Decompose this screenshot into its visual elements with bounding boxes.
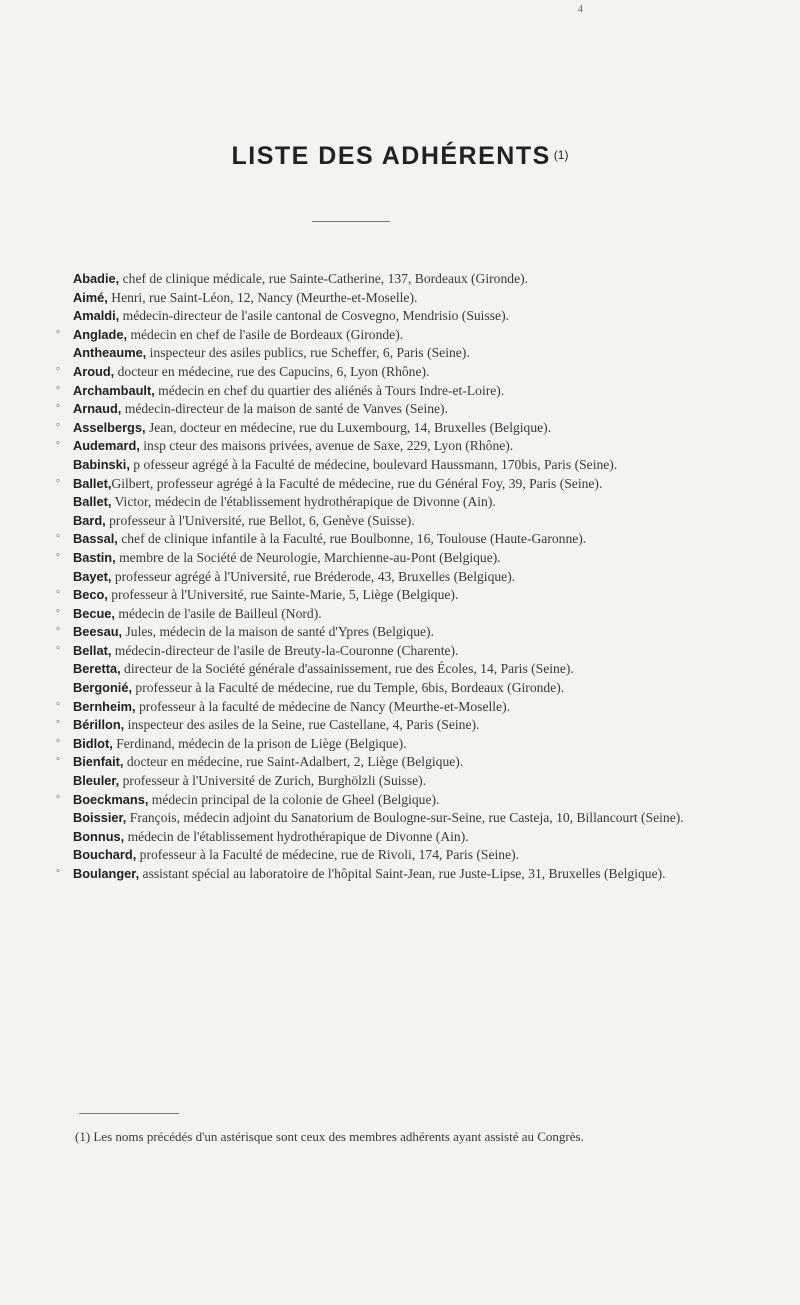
attendee-marker-icon: ° (56, 626, 60, 638)
member-description: chef de clinique médicale, rue Sainte-Catherine, 137, Bordeaux (Gironde). (119, 271, 529, 286)
member-description: inspecteur des asiles de la Seine, rue Castellane, 4, Paris (Seine). (124, 717, 480, 733)
member-entry (73, 344, 703, 363)
member-description: Jules, médecin de la maison de santé d'Ypres (Belgique). (122, 624, 434, 640)
member-description: médecin en chef du quartier des aliénés à Tours Indre-et-Loire). (154, 382, 505, 398)
member-entry (56, 363, 703, 382)
member-description: insp cteur des maisons privées, avenue de Saxe, 229, Lyon (Rhône). (139, 438, 514, 454)
member-entry (56, 791, 703, 810)
member-description: médecin de l'asile de Bailleul (Nord). (114, 605, 322, 621)
member-entry (73, 809, 703, 828)
member-entry (73, 568, 703, 587)
member-name: Bienfait, (73, 754, 124, 770)
member-name: Bouchard, (73, 847, 137, 863)
member-description: médecin de l'établissement hydrothérapique de Divonne (Ain). (124, 828, 469, 844)
member-entry (73, 512, 703, 531)
member-entry (56, 530, 703, 549)
member-description: professeur à l'Université, rue Bellot, 6, Genève (Suisse). (105, 512, 415, 528)
member-description: Victor, médecin de l'établissement hydrothérapique de Divonne (Ain). (111, 494, 496, 510)
member-name: Babinski, (73, 456, 130, 472)
member-name: Anglade, (73, 326, 128, 342)
member-entry (56, 382, 703, 401)
member-description: membre de la Société de Neurologie, Marchienne-au-Pont (Belgique). (115, 549, 501, 565)
attendee-marker-icon: ° (56, 589, 60, 601)
attendee-marker-icon: ° (56, 868, 60, 879)
member-description: docteur en médecine, rue Saint-Adalbert, 2, Liège (Belgique). (123, 754, 464, 770)
member-name: Asselbergs, (73, 419, 146, 435)
member-entry (56, 753, 703, 772)
attendee-marker-icon: ° (56, 403, 60, 415)
member-name: Bernheim, (73, 698, 136, 714)
member-description: assistant spécial au laboratoire de l'hôpital Saint-Jean, rue Juste-Lipse, 31, Bruxelles (Belgique). (139, 866, 666, 881)
member-entry (56, 698, 703, 717)
attendee-marker-icon: ° (56, 440, 60, 452)
member-description: p ofesseur agrégé à la Faculté de médecine, boulevard Haussmann, 170bis, Paris (Seine). (129, 456, 618, 472)
member-description: professeur agrégé à l'Université, rue Bréderode, 43, Bruxelles (Belgique). (111, 568, 516, 584)
member-description: professeur à l'Université, rue Sainte-Marie, 5, Liège (Belgique). (107, 587, 459, 603)
member-entry (56, 623, 703, 642)
member-name: Aroud, (73, 363, 115, 379)
member-entry (73, 493, 703, 512)
member-entry (73, 828, 703, 847)
member-name: Beco, (73, 587, 108, 603)
member-entry (56, 605, 703, 624)
member-entry (73, 307, 703, 326)
member-name: Boissier, (73, 810, 127, 826)
member-name: Abadie, (73, 271, 120, 286)
member-name: Beesau, (73, 624, 123, 640)
member-name: Bleuler, (73, 773, 120, 789)
member-entry (73, 679, 703, 698)
attendee-marker-icon: ° (56, 365, 60, 377)
member-description: docteur en médecine, rue des Capucins, 6, Lyon (Rhône). (114, 363, 430, 379)
member-entry (56, 865, 703, 884)
member-description: professeur à la Faculté de médecine, rue de Rivoli, 174, Paris (Seine). (136, 847, 520, 863)
member-name: Boulanger, (73, 866, 140, 881)
member-name: Arnaud, (73, 401, 122, 417)
member-name: Bellat, (73, 642, 112, 658)
member-description: médecin-directeur de l'asile de Breuty-la-Couronne (Charente). (111, 642, 459, 658)
member-list (56, 270, 703, 884)
attendee-marker-icon: ° (56, 384, 60, 396)
attendee-marker-icon: ° (56, 793, 60, 805)
member-name: Bastin, (73, 549, 116, 565)
member-entry (56, 326, 703, 345)
member-entry (73, 270, 703, 289)
member-description: Ferdinand, médecin de la prison de Liège (Belgique). (112, 735, 407, 751)
member-name: Boeckmans, (73, 791, 149, 807)
member-name: Becue, (73, 605, 115, 621)
attendee-marker-icon: ° (56, 644, 60, 656)
member-name: Bard, (73, 512, 106, 528)
attendee-marker-icon: ° (56, 551, 60, 563)
member-name: Ballet, (73, 475, 112, 491)
member-name: Bayet, (73, 568, 112, 584)
member-entry (73, 289, 703, 308)
member-description: professeur à la Faculté de médecine, rue du Temple, 6bis, Bordeaux (Gironde). (132, 680, 565, 696)
member-entry (73, 846, 703, 865)
member-entry (73, 660, 703, 679)
member-entry (56, 437, 703, 456)
page-title-block (0, 142, 800, 171)
footnote: (1) Les noms précédés d'un astérisque sont ceux des membres adhérents ayant assisté au Congrès. (75, 1129, 584, 1144)
member-description: inspecteur des asiles publics, rue Scheffer, 6, Paris (Seine). (146, 345, 470, 361)
member-description: médecin-directeur de la maison de santé de Vanves (Seine). (121, 401, 448, 417)
page-corner-mark: 4 (578, 4, 583, 15)
attendee-marker-icon: ° (56, 477, 60, 489)
member-entry (73, 456, 703, 475)
title-divider (312, 221, 390, 222)
title-note-ref: (1) (553, 148, 569, 162)
member-name: Amaldi, (73, 308, 120, 324)
member-description: chef de clinique infantile à la Faculté, rue Boulbonne, 16, Toulouse (Haute-Garonne). (117, 531, 587, 547)
member-entry (56, 735, 703, 754)
member-description: professeur à l'Université de Zurich, Burghölzli (Suisse). (119, 773, 427, 789)
member-description: médecin-directeur de l'asile cantonal de Cosvegno, Mendrisio (Suisse). (119, 308, 509, 324)
member-name: Archambault, (73, 382, 155, 398)
member-name: Audemard, (73, 438, 140, 454)
member-entry (56, 586, 703, 605)
attendee-marker-icon: ° (56, 719, 60, 731)
attendee-marker-icon: ° (56, 533, 60, 545)
attendee-marker-icon: ° (56, 328, 60, 340)
member-description: Jean, docteur en médecine, rue du Luxembourg, 14, Bruxelles (Belgique). (145, 419, 552, 435)
member-entry (73, 772, 703, 791)
attendee-marker-icon: ° (56, 607, 60, 619)
member-name: Bonnus, (73, 828, 125, 844)
member-name: Bérillon, (73, 717, 125, 733)
member-entry (56, 400, 703, 419)
member-entry (56, 642, 703, 661)
member-name: Beretta, (73, 661, 121, 677)
member-entry (56, 549, 703, 568)
member-name: Bassal, (73, 531, 118, 547)
member-entry (56, 716, 703, 735)
member-description: François, médecin adjoint du Sanatorium de Boulogne-sur-Seine, rue Casteja, 10, Billancourt (Seine). (126, 810, 684, 826)
page-title: LISTE DES ADHÉRENTS (231, 142, 551, 170)
footnote-divider (79, 1113, 179, 1114)
member-name: Ballet, (73, 494, 112, 510)
member-name: Aimé, (73, 289, 108, 305)
member-description: Gilbert, professeur agrégé à la Faculté de médecine, rue du Général Foy, 39, Paris (Seine). (111, 475, 603, 491)
member-description: médecin en chef de l'asile de Bordeaux (Gironde). (127, 326, 404, 342)
attendee-marker-icon: ° (56, 421, 60, 433)
member-description: directeur de la Société générale d'assainissement, rue des Écoles, 14, Paris (Seine). (120, 661, 574, 677)
member-description: Henri, rue Saint-Léon, 12, Nancy (Meurthe-et-Moselle). (107, 289, 418, 305)
member-entry (56, 419, 703, 438)
attendee-marker-icon: ° (56, 756, 60, 768)
attendee-marker-icon: ° (56, 700, 60, 712)
member-name: Bergonié, (73, 680, 133, 696)
member-name: Bidlot, (73, 735, 113, 751)
member-name: Antheaume, (73, 345, 147, 361)
member-description: médecin principal de la colonie de Gheel (Belgique). (148, 791, 440, 807)
member-entry (56, 475, 703, 494)
member-description: professeur à la faculté de médecine de Nancy (Meurthe-et-Moselle). (135, 698, 510, 714)
attendee-marker-icon: ° (56, 737, 60, 749)
